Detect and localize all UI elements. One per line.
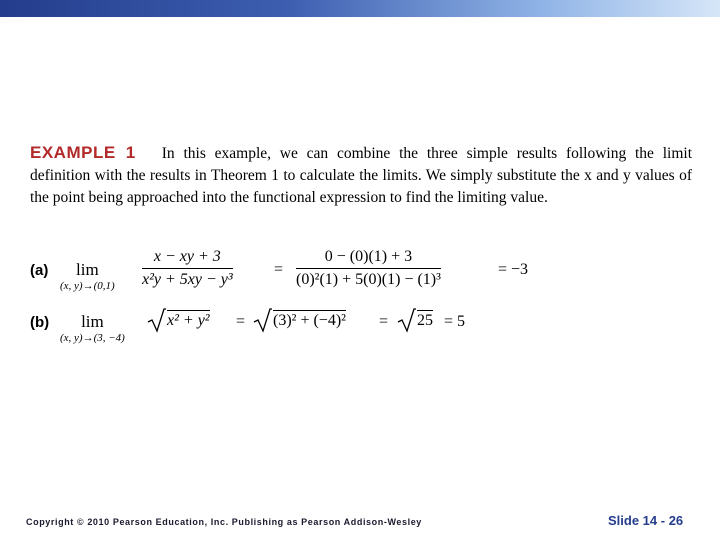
part-b-radicand-3: 25 [417,312,433,329]
part-b-lim-subscript: (x, y)→(3, −4) [60,332,125,344]
radical-sign-icon [254,308,272,332]
example-text: In this example, we can combine the three simple results following the limit definition with the results in Theorem 1 to calculate the limits. We simply substitute the x and y values of the point being approached into the functional expression to find the limiting value. [30,145,692,206]
example-block [30,142,692,209]
part-a-label: (a) [30,262,49,279]
footer-copyright: Copyright © 2010 Pearson Education, Inc. Publishing as Pearson Addison-Wesley [26,517,422,527]
part-a-result: = −3 [498,261,529,278]
slide-number: Slide 14 - 26 [608,513,684,528]
part-a-lhs-fraction [142,248,233,289]
radical-sign-icon [398,308,416,332]
part-a-rhs-fraction [296,248,441,289]
part-b-equation [30,306,690,350]
part-b-equals-2: = [379,313,389,330]
part-b-radicand-2: (3)² + (−4)² [273,312,346,329]
part-a-equals: = [274,261,284,278]
part-a-lim-word: lim [76,260,99,279]
part-a-lhs-numerator: x − xy + 3 [142,248,233,269]
radical-sign-icon [148,308,166,332]
part-a-lhs-denominator: x²y + 5xy − y³ [142,271,233,288]
part-b-limit [60,312,125,344]
part-b-lim-word: lim [81,312,104,331]
example-paragraph [30,142,692,209]
header-gradient-bar [0,0,720,17]
part-b-result: = 5 [444,313,466,330]
part-a-lim-subscript: (x, y)→(0,1) [60,280,115,292]
part-b-equals-1: = [236,313,246,330]
part-b-radicand-1: x² + y² [167,312,210,329]
part-a-limit [60,260,115,292]
part-a-rhs-denominator: (0)²(1) + 5(0)(1) − (1)³ [296,271,441,288]
part-b-label: (b) [30,314,50,331]
part-a-equation [30,246,690,302]
example-label: EXAMPLE 1 [30,143,136,162]
part-a-rhs-numerator: 0 − (0)(1) + 3 [296,248,441,269]
